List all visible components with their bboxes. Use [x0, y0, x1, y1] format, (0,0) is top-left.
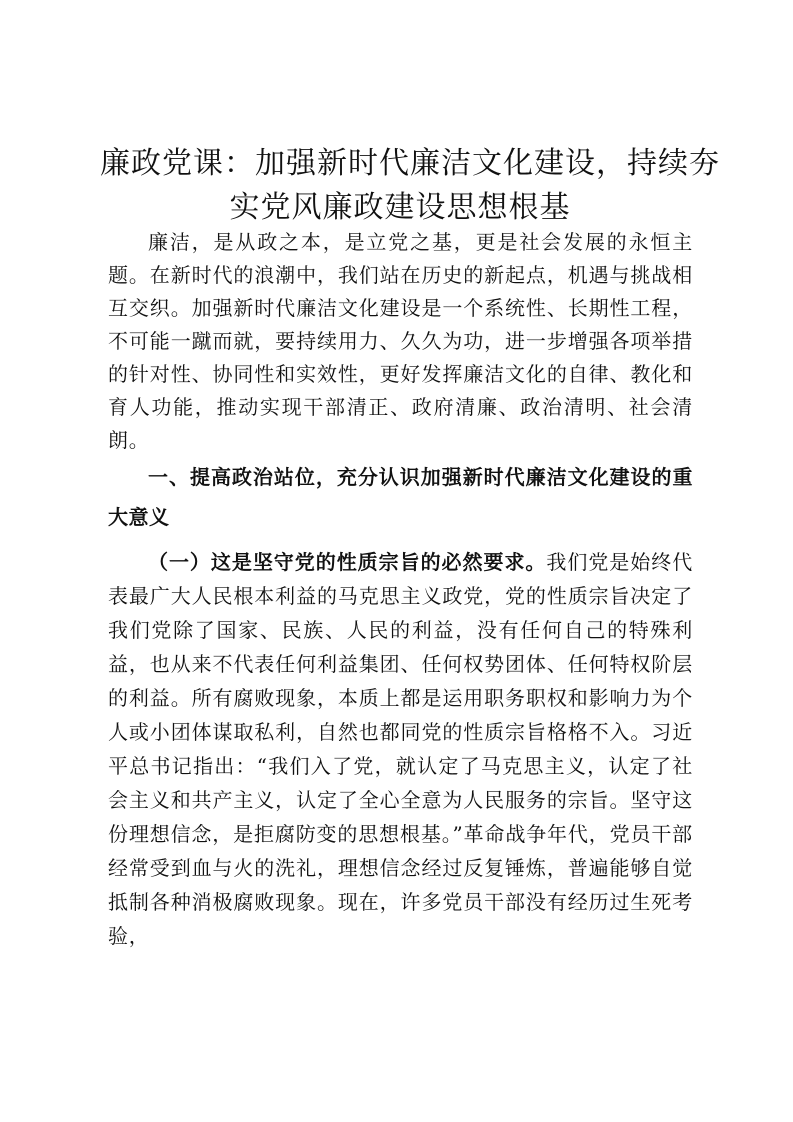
document-body [108, 226, 693, 953]
subsection-1-lead: （一）这是坚守党的性质宗旨的必然要求。 [148, 550, 547, 574]
document-title [100, 142, 720, 230]
title-line-1: 廉政党课：加强新时代廉洁文化建设，持续夯 [100, 146, 720, 181]
subsection-1-body: 我们党是始终代表最广大人民根本利益的马克思主义政党，党的性质宗旨决定了我们党除了国家、民族、人民的利益，没有任何自己的特殊利益，也从来不代表任何利益集团、任何权势团体、任何特权阶层的利益。所有腐败现象，本质上都是运用职务职权和影响力为个人或小团体谋取私利，自然也都同党的性质宗旨格格不入。习近平总书记指出：“我们入了党，就认定了马克思主义，认定了社会主义和共产主义，认定了全心全意为人民服务的宗旨。坚守这份理想信念，是拒腐防变的思想根基。”革命战争年代，党员干部经常受到血与火的洗礼，理想信念经过反复锤炼，普遍能够自觉抵制各种消极腐败现象。现在，许多党员干部没有经历过生死考验， [108, 550, 693, 948]
title-line-2: 实党风廉政建设思想根基 [229, 190, 571, 225]
section-heading-1: 一、提高政治站位，充分认识加强新时代廉洁文化建设的重大意义 [108, 465, 693, 529]
subsection-1-paragraph [108, 537, 693, 953]
intro-paragraph: 廉洁，是从政之本，是立党之基，更是社会发展的永恒主题。在新时代的浪潮中，我们站在历史的新起点，机遇与挑战相互交织。加强新时代廉洁文化建设是一个系统性、长期性工程，不可能一蹴而就，要持续用力、久久为功，进一步增强各项举措的针对性、协同性和实效性，更好发挥廉洁文化的自律、教化和育人功能，推动实现干部清正、政府清廉、政治清明、社会清朗。 [108, 230, 693, 452]
